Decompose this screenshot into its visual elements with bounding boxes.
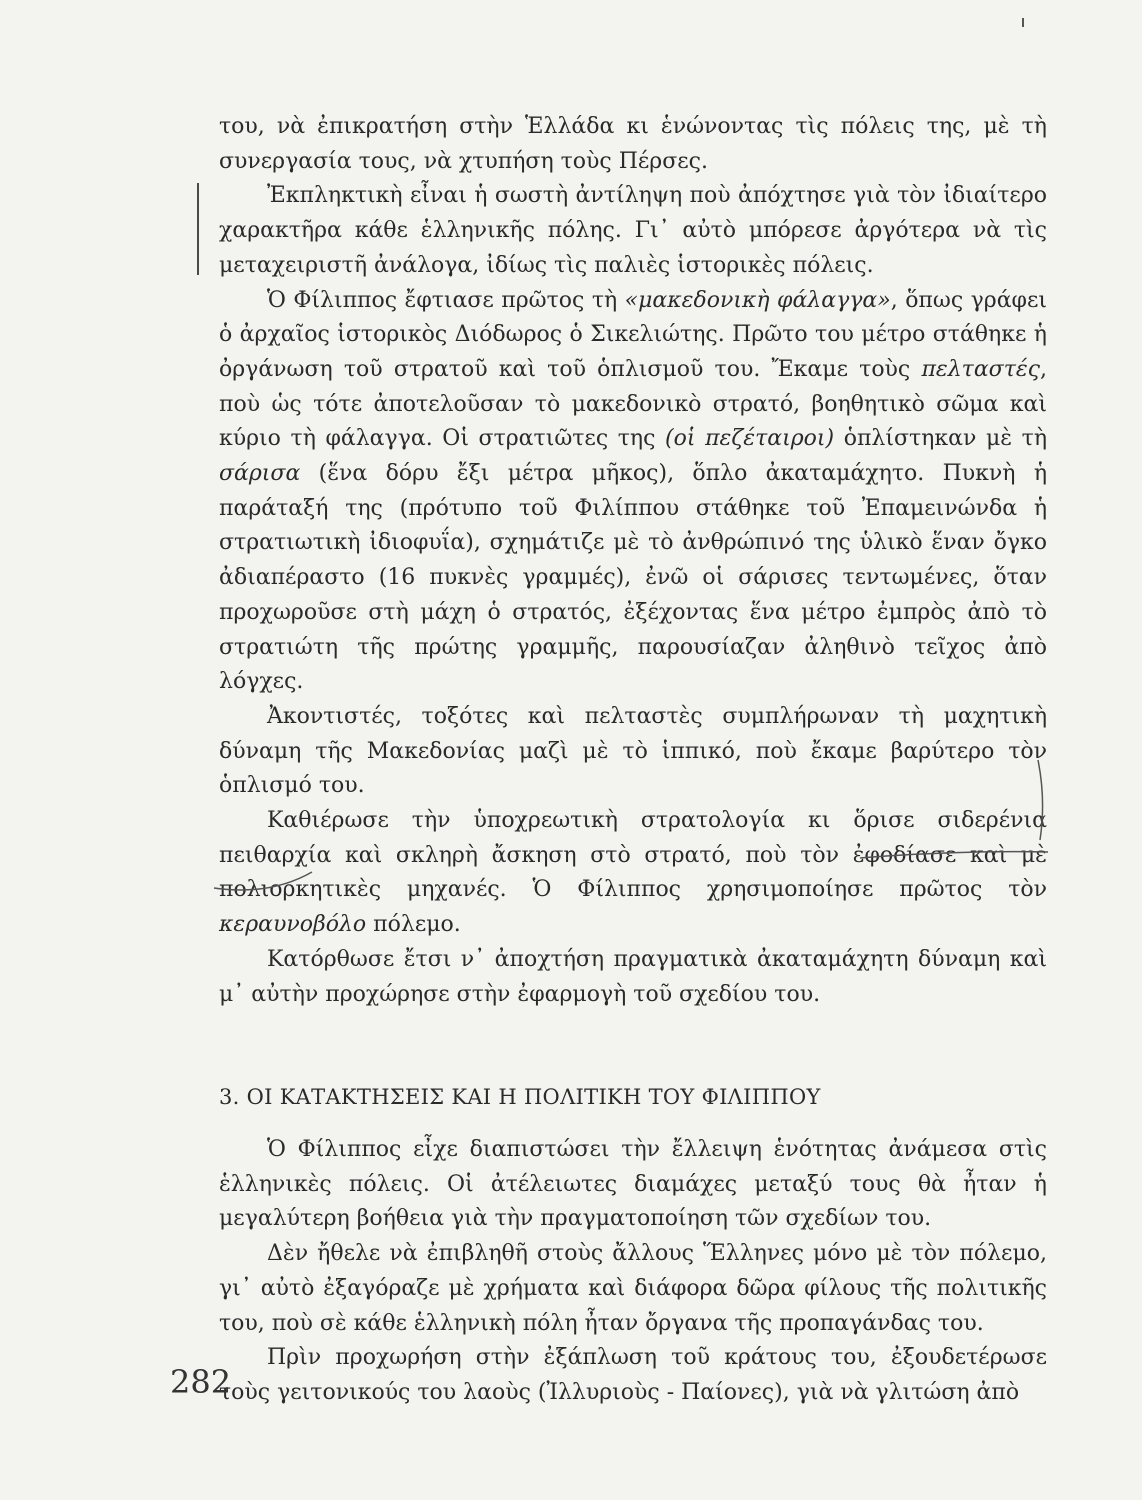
italic-term: (οἱ πεζέταιροι) (665, 426, 835, 452)
text-run: , ὅπως γράφει ὁ ἀρχαῖος ἱστορικὸς Διόδωρος ὁ Σικελιώτης. Πρῶτο του μέτρο στάθηκε ἡ ὀργάνωση τοῦ στρατοῦ καὶ τοῦ ὁπλισμοῦ του. Ἔκαμε τοὺς (219, 287, 1047, 382)
paragraph (219, 284, 1047, 700)
text-run: ὁπλίστηκαν μὲ τὴ (834, 426, 1048, 452)
italic-term: σάρισα (219, 461, 301, 487)
paragraph (219, 110, 1047, 179)
text-run: Κατόρθωσε ἔτσι ν᾽ ἀποχτήση πραγματικὰ ἀκαταμάχητη δύναμη καὶ μ᾽ αὐτὴν προχώρησε στὴν ἐφαρμογὴ τοῦ σχεδίου του. (219, 946, 1047, 1007)
page-number: 282 (170, 1363, 232, 1401)
paragraph (219, 1133, 1047, 1237)
text-run: Ὁ Φίλιππος εἶχε διαπιστώσει τὴν ἔλλειψη ἑνότητας ἀνάμεσα στὶς ἑλληνικὲς πόλεις. Οἱ ἀτέλειωτες διαμάχες μεταξύ τους θὰ ἦταν ἡ μεγαλύτερη βοήθεια γιὰ τὴν πραγματοποίηση τῶν σχεδίων του. (219, 1136, 1047, 1232)
text-run: , ποὺ ὡς τότε ἀποτελοῦσαν τὸ μακεδονικὸ στρατό, βοηθητικὸ σῶμα καὶ κύριο τὴ φάλαγγα. Οἱ στρατιῶτες της (219, 356, 1047, 452)
paragraph (219, 179, 1047, 283)
page-speck (1022, 18, 1024, 27)
italic-term: κεραυνοβόλο (219, 912, 367, 938)
text-run: Ὁ Φίλιππος ἔφτιασε πρῶτος τὴ (267, 287, 625, 313)
paragraph (219, 1341, 1047, 1410)
italic-term: «μακεδονικὴ φάλαγγα» (624, 287, 891, 313)
text-run: Καθιέρωσε τὴν ὑποχρεωτικὴ στρατολογία κι ὅρισε σιδερένια πειθαρχία καὶ σκληρὴ ἄσκηση στὸ στρατό, ποὺ τὸν ἐφοδίασε καὶ μὲ πολιορκητικὲς μηχανές. Ὁ Φίλιππος χρησιμοποίησε πρῶτος τὸν (219, 808, 1047, 903)
paragraph (219, 804, 1047, 943)
margin-pencil-mark (197, 183, 199, 275)
text-run: πόλεμο. (366, 912, 461, 938)
text-run: Δὲν ἤθελε νὰ ἐπιβληθῆ στοὺς ἄλλους Ἕλληνες μόνο μὲ τὸν πόλεμο, γι᾽ αὐτὸ ἐξαγόραζε μὲ χρήματα καὶ διάφορα δῶρα φίλους τῆς πολιτικῆς του, ποὺ σὲ κάθε ἑλληνικὴ πόλη ἦταν ὄργανα τῆς προπαγάνδας του. (219, 1241, 1047, 1336)
section-heading: 3. ΟΙ ΚΑΤΑΚΤΗΣΕΙΣ ΚΑΙ Η ΠΟΛΙΤΙΚΗ ΤΟΥ ΦΙΛΙΠΠΟΥ (219, 1085, 821, 1110)
italic-term: πελταστές (921, 356, 1040, 382)
body-text (219, 110, 1047, 1411)
paragraph (219, 700, 1047, 804)
text-run: (ἕνα δόρυ ἔξι μέτρα μῆκος), ὅπλο ἀκαταμάχητο. Πυκνὴ ἡ παράταξή της (πρότυπο τοῦ Φιλίππου στάθηκε τοῦ Ἐπαμεινώνδα ἡ στρατιωτικὴ ἰδιοφυΐα), σχημάτιζε μὲ τὸ ἀνθρώπινό της ὑλικὸ ἕναν ὄγκο ἀδιαπέραστο (16 πυκνὲς γραμμές), ἐνῶ οἱ σάρισες τεντωμένες, ὅταν προχωροῦσε στὴ μάχη ὁ στρατός, ἐξέχοντας ἕνα μέτρο ἐμπρὸς ἀπὸ τὸ στρατιώτη τῆς πρώτης γραμμῆς, παρουσίαζαν ἀληθινὸ τεῖχος ἀπὸ λόγχες. (219, 461, 1047, 695)
paragraph (219, 1237, 1047, 1341)
paragraph (219, 943, 1047, 1012)
text-run: Πρὶν προχωρήση στὴν ἐξάπλωση τοῦ κράτους του, ἐξουδετέρωσε τοὺς γειτονικούς του λαοὺς (Ἰλλυριοὺς - Παίονες), γιὰ νὰ γλιτώση ἀπὸ (219, 1345, 1047, 1405)
text-run: Ἀκοντιστές, τοξότες καὶ πελταστὲς συμπλήρωναν τὴ μαχητικὴ δύναμη τῆς Μακεδονίας μαζὶ μὲ τὸ ἱππικό, ποὺ ἔκαμε βαρύτερο τὸν ὁπλισμό του. (219, 703, 1047, 799)
text-run: του, νὰ ἐπικρατήση στὴν Ἑλλάδα κι ἑνώνοντας τὶς πόλεις της, μὲ τὴ συνεργασία τους, νὰ χτυπήση τοὺς Πέρσες. (219, 114, 1047, 174)
text-run: Ἐκπληκτικὴ εἶναι ἡ σωστὴ ἀντίληψη ποὺ ἀπόχτησε γιὰ τὸν ἰδιαίτερο χαρακτῆρα κάθε ἑλληνικῆς πόλης. Γι᾽ αὐτὸ μπόρεσε ἀργότερα νὰ τὶς μεταχειριστῆ ἀνάλογα, ἰδίως τὶς παλιὲς ἱστορικὲς πόλεις. (219, 183, 1047, 278)
